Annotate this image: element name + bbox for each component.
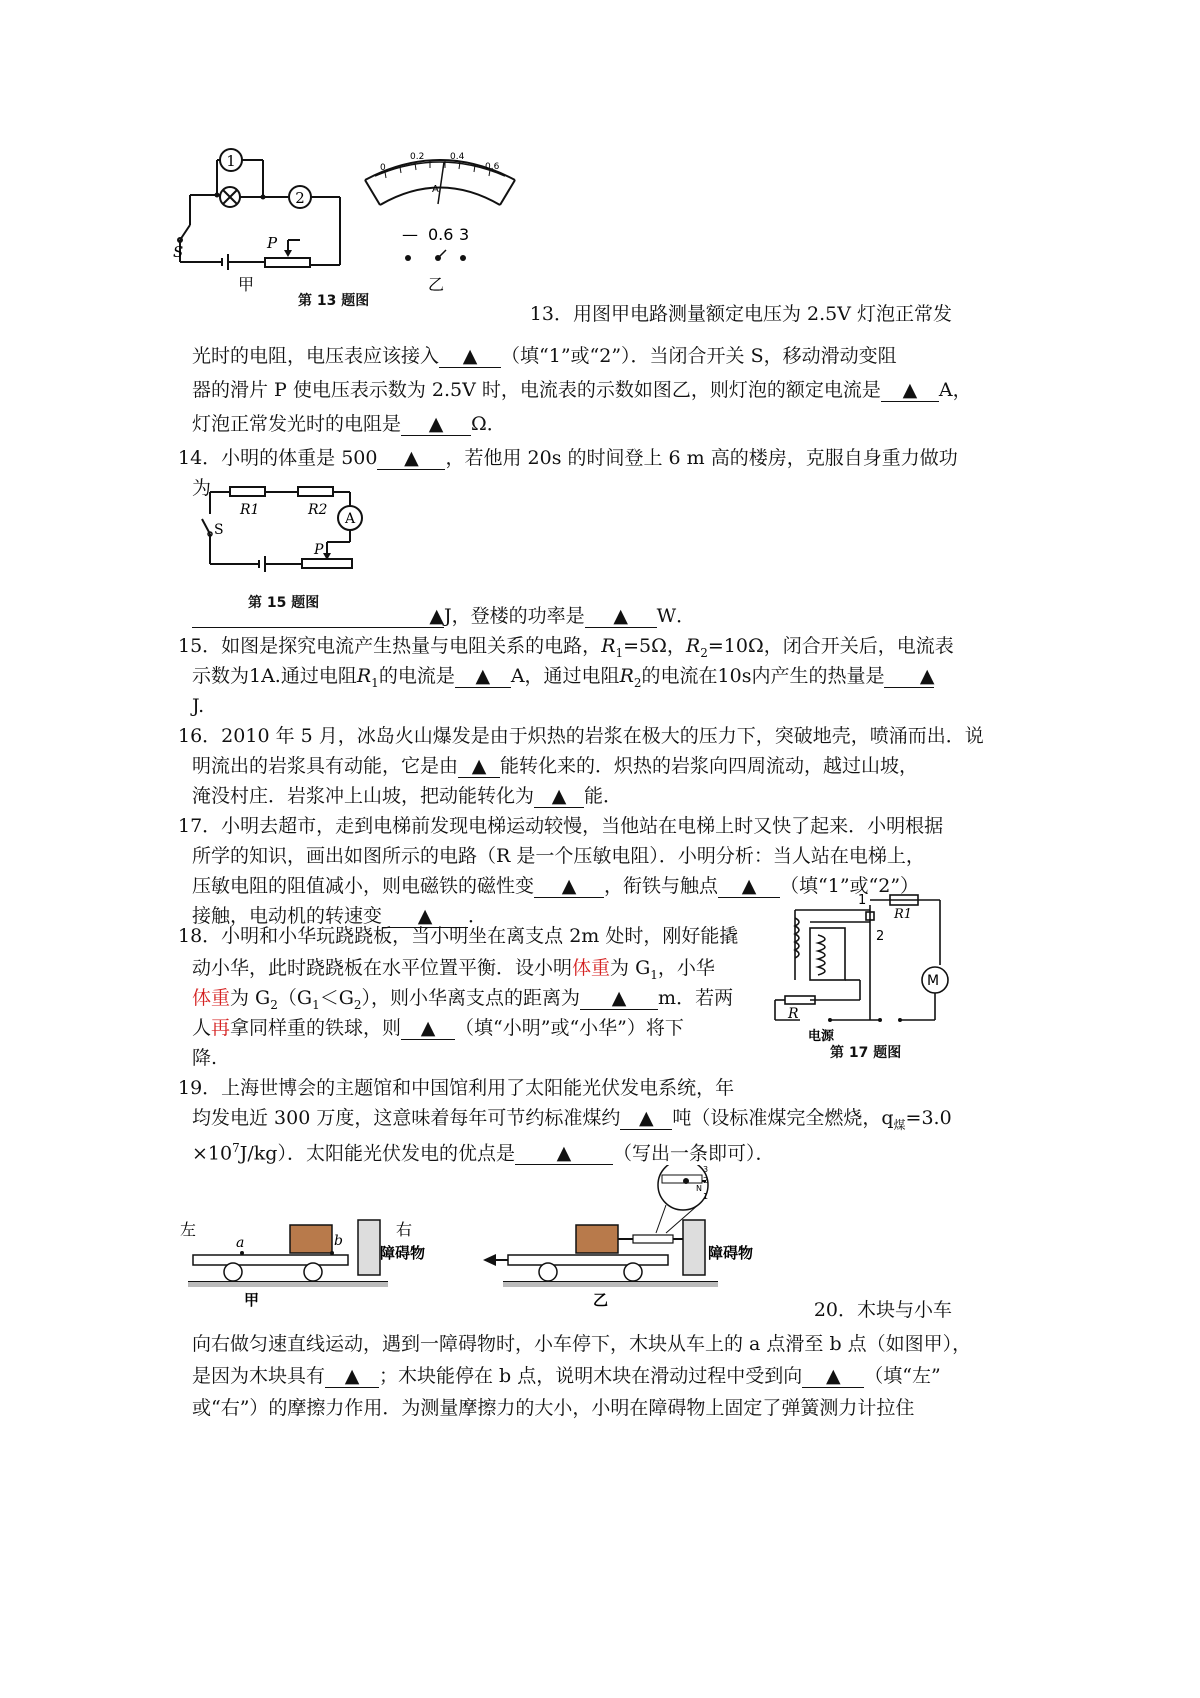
answer-blank[interactable]: ▲ bbox=[620, 1107, 672, 1130]
answer-blank[interactable]: ▲ bbox=[534, 785, 584, 808]
answer-blank[interactable]: ▲ bbox=[515, 1142, 613, 1165]
label-yi: 乙 bbox=[593, 1291, 609, 1309]
slider-label: P bbox=[314, 542, 324, 558]
obstacle-label-yi: 障碍物 bbox=[708, 1244, 754, 1262]
answer-blank[interactable]: ▲ bbox=[718, 875, 780, 898]
q20-line3: 或“右”）的摩擦力作用．为测量摩擦力的大小，小明在障碍物上固定了弹簧测力计拉住 bbox=[192, 1397, 915, 1419]
dial-tick-1: 0.2 bbox=[410, 152, 425, 162]
figure-13 bbox=[170, 140, 550, 320]
q16-line3: 淹没村庄．岩浆冲上山坡，把动能转化为 ▲ 能． bbox=[192, 785, 623, 807]
q19-line3: $\times 10^7J/kg$）．太阳能光伏发电的优点是 ▲ （写出一条即可）． bbox=[192, 1141, 775, 1165]
ammeter-label: A bbox=[345, 511, 356, 527]
r1-label: R1 bbox=[894, 907, 913, 922]
figure-17-caption: 第 17 题图 bbox=[830, 1045, 902, 1061]
figure-15-caption: 第 15 题图 bbox=[248, 595, 320, 611]
dial-tick-2: 0.4 bbox=[450, 152, 465, 162]
answer-blank[interactable]: ▲ bbox=[325, 1365, 379, 1388]
r-label: R bbox=[788, 1006, 799, 1022]
q17-line1: 17．小明去超市，走到电梯前发现电梯运动较慢，当他站在电梯上时又快了起来．小明根据 bbox=[178, 815, 944, 837]
switch-label: S bbox=[173, 243, 184, 261]
figure-20 bbox=[178, 1165, 758, 1315]
answer-blank[interactable]: ▲ bbox=[458, 755, 500, 778]
q17-line4: 接触，电动机的转速变 ▲ ． bbox=[192, 905, 488, 927]
gauge-tick-3: 3 bbox=[703, 1165, 709, 1174]
power-label: 电源 bbox=[808, 1029, 835, 1044]
answer-blank[interactable]: ▲ bbox=[401, 1017, 455, 1040]
q20-line1: 向右做匀速直线运动，遇到一障碍物时，小车停下，木块从车上的 a 点滑至 b 点（如图甲）， bbox=[192, 1333, 972, 1355]
gauge-tick-2: 2 bbox=[703, 1176, 709, 1185]
q17-line2: 所学的知识，画出如图所示的电路（R 是一个压敏电阻）．小明分析：当人站在电梯上， bbox=[192, 845, 925, 867]
q15-line2: 示数为1A.通过电阻$R_1$的电流是 ▲ A，通过电阻$R_2$的电流在10s内产生的热量是 ▲ bbox=[192, 665, 935, 690]
contact-2-label: 2 bbox=[876, 929, 885, 944]
answer-blank[interactable]: ▲ bbox=[585, 605, 657, 628]
switch-label: S bbox=[214, 522, 224, 538]
answer-blank[interactable]: ▲ bbox=[377, 447, 445, 470]
figure-20-drawing bbox=[178, 1165, 758, 1315]
q18-line1: 18．小明和小华玩跷跷板，当小明坐在离支点 2m 处时，刚好能撬 bbox=[178, 925, 739, 947]
answer-blank[interactable]: ▲ bbox=[580, 987, 658, 1010]
q18-line5: 降. bbox=[192, 1047, 218, 1069]
obstacle-label-jia: 障碍物 bbox=[380, 1244, 426, 1262]
q14-line2: 为 bbox=[192, 477, 212, 499]
answer-blank[interactable]: ▲ bbox=[382, 905, 468, 928]
gauge-tick-1: 1 bbox=[703, 1192, 709, 1201]
figure-15 bbox=[190, 484, 370, 614]
answer-blank[interactable]: ▲ bbox=[192, 605, 444, 628]
q15-line3: J. bbox=[192, 695, 205, 717]
slider-label: P bbox=[267, 234, 278, 252]
q18-line2: 动小华，此时跷跷板在水平位置平衡．设小明体重为 $G_1$，小华 bbox=[192, 957, 715, 982]
label-yi: 乙 bbox=[428, 275, 445, 294]
answer-blank[interactable]: ▲ bbox=[881, 379, 939, 402]
dial-tick-0: 0 bbox=[380, 163, 386, 173]
terminal-06: 0.6 bbox=[428, 225, 454, 244]
q13-line3: 灯泡正常发光时的电阻是 ▲ Ω． bbox=[192, 413, 506, 435]
answer-blank[interactable]: ▲ bbox=[439, 345, 501, 368]
meter-1-label: 1 bbox=[226, 152, 236, 170]
figure-13-caption: 第 13 题图 bbox=[298, 293, 370, 309]
answer-blank[interactable]: ▲ bbox=[534, 875, 604, 898]
q20-head: 20．木块与小车 bbox=[813, 1299, 952, 1321]
terminal-3: 3 bbox=[459, 225, 470, 244]
q18-line4: 人再拿同样重的铁球，则 ▲ （填“小明”或“小华”）将下 bbox=[192, 1017, 684, 1039]
contact-1-label: 1 bbox=[858, 893, 867, 908]
answer-blank[interactable]: ▲ bbox=[455, 665, 511, 688]
q13-line1: 光时的电阻，电压表应该接入 ▲ （填“1”或“2”）．当闭合开关 S，移动滑动变阻 bbox=[192, 345, 897, 367]
q20-line2: 是因为木块具有 ▲ ；木块能停在 b 点，说明木块在滑动过程中受到向 ▲ （填“左” bbox=[192, 1365, 941, 1387]
dial-tick-3: 0.6 bbox=[485, 162, 500, 172]
q18-line3: 体重为 $G_2(G_1<G_2)$，则小华离支点的距离为 ▲ m．若两 bbox=[192, 987, 734, 1012]
q13-line2: 器的滑片 P 使电压表示数为 2.5V 时，电流表的示数如图乙，则灯泡的额定电流是 ▲ A， bbox=[192, 379, 972, 401]
figure-15-circuit bbox=[190, 484, 370, 594]
gauge-tick-n: N bbox=[696, 1184, 702, 1193]
meter-2-label: 2 bbox=[295, 189, 305, 207]
figure-17-circuit bbox=[770, 890, 950, 1046]
terminal-neg: — bbox=[402, 225, 418, 244]
answer-blank[interactable]: ▲ bbox=[884, 665, 934, 688]
q19-line1: 19．上海世博会的主题馆和中国馆利用了太阳能光伏发电系统，年 bbox=[178, 1077, 735, 1099]
q17-line3: 压敏电阻的阻值减小，则电磁铁的磁性变 ▲ ，衔铁与触点 ▲ （填“1”或“2”） bbox=[192, 875, 920, 897]
right-label: 右 bbox=[396, 1220, 413, 1239]
left-label: 左 bbox=[180, 1220, 197, 1239]
answer-blank[interactable]: ▲ bbox=[401, 413, 471, 436]
figure-17 bbox=[770, 890, 950, 1070]
q16-line2: 明流出的岩浆具有动能，它是由 ▲ 能转化来的．炽热的岩浆向四周流动，越过山坡， bbox=[192, 755, 919, 777]
label-jia: 甲 bbox=[244, 1291, 260, 1309]
answer-blank[interactable]: ▲ bbox=[802, 1365, 864, 1388]
label-jia: 甲 bbox=[238, 275, 255, 294]
point-b: b bbox=[334, 1233, 343, 1249]
r1-label: R1 bbox=[240, 502, 260, 518]
point-a: a bbox=[236, 1235, 245, 1251]
q14-line3: ▲J，登楼的功率是 ▲ W． bbox=[192, 602, 952, 630]
q15-line1: 15．如图是探究电流产生热量与电阻关系的电路，$R_1=5\Omega$，$R_2=10\Omega$，闭合开关后，电流表 bbox=[178, 635, 954, 660]
q14-line1: 14．小明的体重是 500 ▲ ，若他用 20s 的时间登上 6 m 高的楼房，克服自身重力做功 bbox=[178, 447, 958, 469]
q13-head: 13．用图甲电路测量额定电压为 2.5V 灯泡正常发 bbox=[529, 303, 952, 325]
q19-line2: 均发电近 300 万度，这意味着每年可节约标准煤约 ▲ 吨（设标准煤完全燃烧，$q_煤=3.0$ bbox=[192, 1107, 952, 1132]
r2-label: R2 bbox=[308, 502, 328, 518]
motor-label: M bbox=[927, 973, 940, 989]
q16-line1: 16．2010 年 5 月，冰岛火山爆发是由于炽热的岩浆在极大的压力下，突破地壳，喷涌而出．说 bbox=[178, 725, 984, 747]
dial-unit: A bbox=[432, 184, 439, 195]
